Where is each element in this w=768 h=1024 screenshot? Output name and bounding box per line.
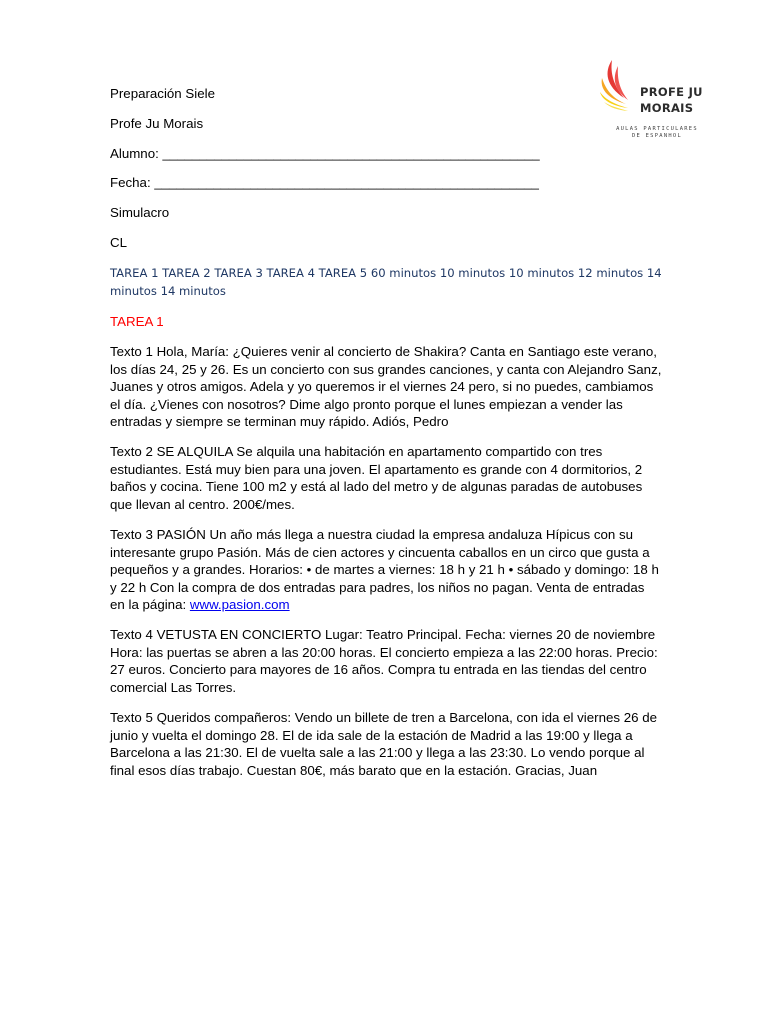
texto-2: Texto 2 SE ALQUILA Se alquila una habitación en apartamento compartido con tres estudiantes. Está muy bien para una joven. El apartamento es grande con 4 dormitorios, 2 baños y cocina. Tiene 100 m2 y está al lado del metro y de algunas paradas de autobuses que llevan al centro. 200€/mes. xyxy=(110,444,643,512)
teacher-name: Profe Ju Morais xyxy=(110,116,204,131)
profe-ju-morais-logo xyxy=(598,56,708,146)
logo-line-2: MORAIS xyxy=(640,101,694,115)
logo-line-1: PROFE JU xyxy=(640,85,703,99)
pasion-link[interactable]: www.pasion.com xyxy=(189,597,290,612)
student-name-field: Alumno: ___________________________________________________ xyxy=(110,146,540,161)
logo-subtitle-1: AULAS PARTICULARES xyxy=(616,126,698,132)
texto-5: Texto 5 Queridos compañeros: Vendo un billete de tren a Barcelona, con ida el viernes 26 de junio y vuelta el domingo 28. El de ida sale de la estación de Madrid a las 19:00 y llega a Barcelona a las 21:30. El de vuelta sale a las 21:00 y llega a las 23:30. Lo vendo porque al final esos días trabajo. Cuestan 80€, más barato que en la estación. Gracias, Juan xyxy=(110,710,657,778)
tarea-heading: TAREA 1 xyxy=(110,314,164,329)
texto-3-body: Texto 3 PASIÓN Un año más llega a nuestra ciudad la empresa andaluza Hípicus con su interesante grupo Pasión. Más de cien actores y cincuenta caballos en un circo que gusta a pequeños y a grandes. Horarios: • de martes a viernes: 18 h y 21 h • sábado y domingo: 18 h y 22 h Con la compra de dos entradas para padres, los niños no pagan. Venta de entradas en la página: xyxy=(110,527,659,612)
schedule-line-1: TAREA 1 TAREA 2 TAREA 3 TAREA 4 TAREA 5 60 minutos 10 minutos 10 minutos 12 minutos 14 xyxy=(110,266,662,280)
date-field: Fecha: ____________________________________________________ xyxy=(110,175,539,190)
logo-subtitle-2: DE ESPANHOL xyxy=(632,133,682,139)
exam-type: Simulacro xyxy=(110,205,170,220)
texto-4: Texto 4 VETUSTA EN CONCIERTO Lugar: Teatro Principal. Fecha: viernes 20 de noviembre Hora: las puertas se abren a las 20:00 horas. El concierto empieza a las 22:00 horas. Precio: 27 euros. Concierto para mayores de 16 años. Compra tu entrada en las tiendas del centro comercial Las Torres. xyxy=(110,627,658,695)
section-code: CL xyxy=(110,235,127,250)
schedule-line-2: minutos 14 minutos xyxy=(110,284,226,298)
texto-3 xyxy=(110,526,662,614)
course-title: Preparación Siele xyxy=(110,86,215,101)
texto-1: Texto 1 Hola, María: ¿Quieres venir al concierto de Shakira? Canta en Santiago este verano, los días 24, 25 y 26. Es un concierto con sus grandes canciones, y canta con Alejandro Sanz, Juanes y otros amigos. Adela y yo queremos ir el viernes 24 pero, si no puedes, cambiamos el día. ¿Vienes con nosotros? Dime algo pronto porque el lunes empiezan a vender las entradas y siempre se terminan muy rápido. Adiós, Pedro xyxy=(110,344,662,429)
flame-logo-icon xyxy=(598,58,638,120)
